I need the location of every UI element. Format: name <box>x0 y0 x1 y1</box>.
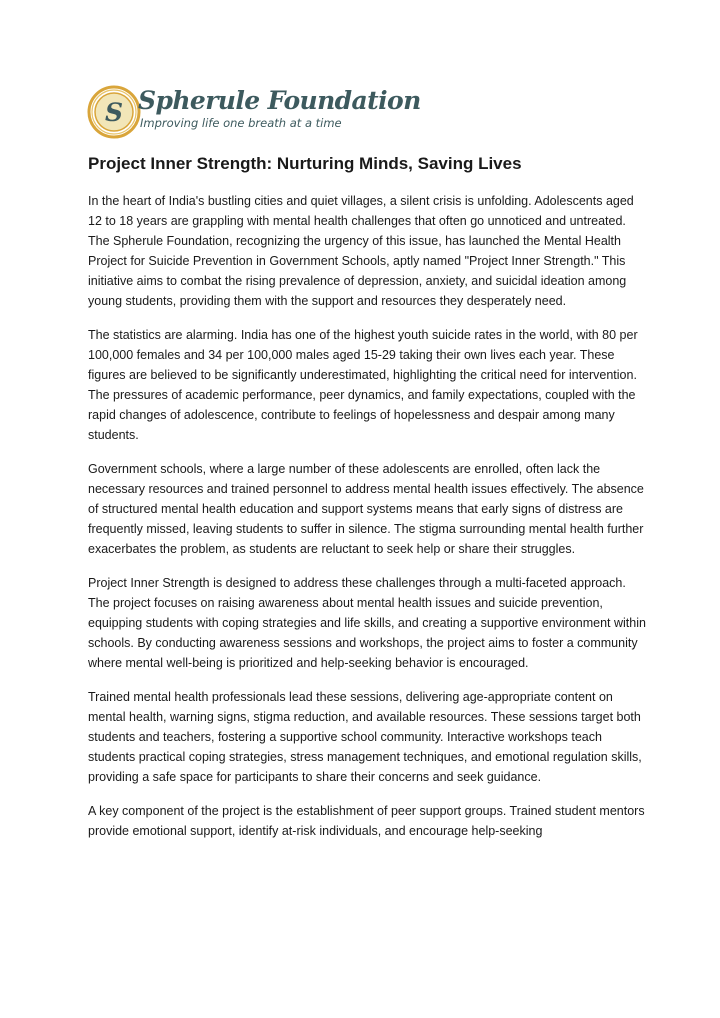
logo-tagline: Improving life one breath at a time <box>140 116 342 130</box>
article-paragraph-3: Government schools, where a large number of these adolescents are enrolled, often lack the necessary resources and trained personnel to address mental health issues effectively. The absence of structured mental health education and support systems means that early signs of distress are frequently missed, leaving students to suffer in silence. The stigma surrounding mental health further exacerbates the problem, as students are reluctant to seek help or share their struggles. <box>88 462 644 556</box>
article-title: Project Inner Strength: Nurturing Minds, Saving Lives <box>88 154 522 173</box>
article-paragraph-5: Trained mental health professionals lead these sessions, delivering age-appropriate content on mental health, warning signs, stigma reduction, and available resources. These sessions target both students and teachers, fostering a supportive school community. Interactive workshops teach students practical coping strategies, stress management techniques, and emotional regulation skills, providing a safe space for participants to share their concerns and seek guidance. <box>88 690 642 784</box>
logo-name: Spherule Foundation <box>138 86 421 115</box>
logo-mark-letter: S <box>104 98 124 127</box>
article-paragraph-2: The statistics are alarming. India has one of the highest youth suicide rates in the world, with 80 per 100,000 females and 34 per 100,000 males aged 15-29 taking their own lives each year. These figures are believed to be significantly underestimated, highlighting the critical need for intervention. The pressures of academic performance, peer dynamics, and family expectations, coupled with the rapid changes of adolescence, contribute to feelings of hopelessness and despair among many students. <box>88 328 638 442</box>
article-paragraph-4: Project Inner Strength is designed to address these challenges through a multi-faceted approach. The project focuses on raising awareness about mental health issues and suicide prevention, equipping students with coping strategies and life skills, and creating a supportive environment within schools. By conducting awareness sessions and workshops, the project aims to foster a community where mental well-being is prioritized and help-seeking behavior is encouraged. <box>88 576 646 670</box>
spherule-foundation-logo <box>86 84 421 140</box>
article-paragraph-1: In the heart of India's bustling cities and quiet villages, a silent crisis is unfolding. Adolescents aged 12 to 18 years are grappling with mental health challenges that often go unnoticed and untreated. The Spherule Foundation, recognizing the urgency of this issue, has launched the Mental Health Project for Suicide Prevention in Government Schools, aptly named "Project Inner Strength." This initiative aims to combat the rising prevalence of depression, anxiety, and suicidal ideation among young students, providing them with the support and resources they desperately need. <box>88 194 634 308</box>
spherule-logo-icon <box>86 84 142 140</box>
article-body <box>88 191 648 855</box>
article-paragraph-6: A key component of the project is the establishment of peer support groups. Trained student mentors provide emotional support, identify at-risk individuals, and encourage help-seeking <box>88 804 645 838</box>
